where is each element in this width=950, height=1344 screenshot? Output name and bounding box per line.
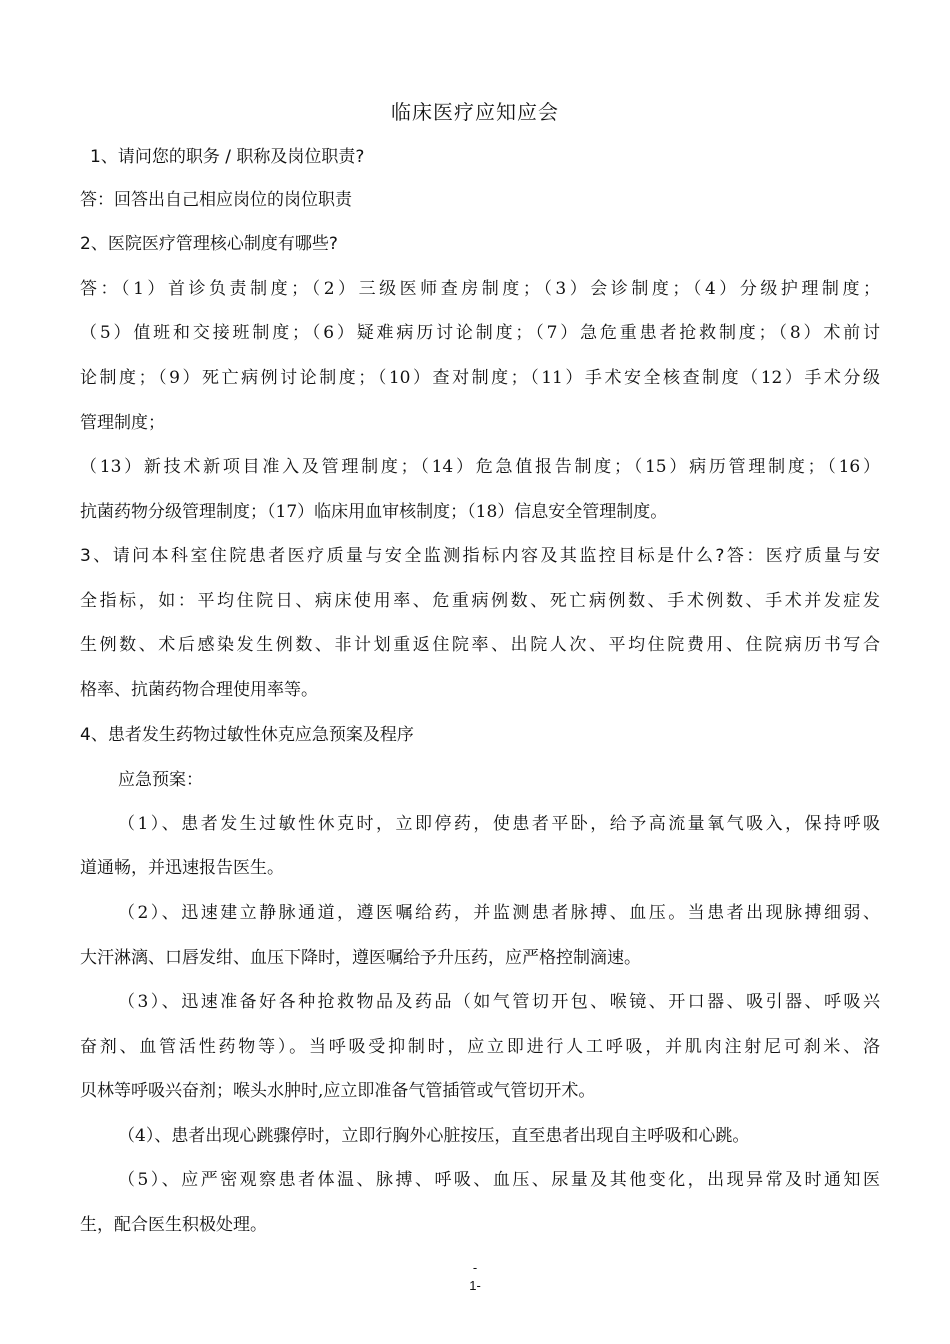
step-3-line-1: （3）、迅速准备好各种抢救物品及药品（如气管切开包、喉镜、开口器、吸引器、呼吸兴: [118, 992, 880, 1012]
step-2-line-1: （2）、迅速建立静脉通道，遵医嘱给药，并监测患者脉搏、血压。当患者出现脉搏细弱、: [118, 903, 880, 923]
answer-2-line-1: 答：（1）首诊负责制度；（2）三级医师查房制度；（3）会诊制度；（4）分级护理制度；: [80, 279, 880, 299]
answer-3-line-3: 格率、抗菌药物合理使用率等。: [80, 680, 318, 700]
answer-2-line-5: （13）新技术新项目准入及管理制度；（14）危急值报告制度；（15）病历管理制度；（16）: [80, 457, 880, 477]
question-1: 1、请问您的职务 / 职称及岗位职责?: [90, 147, 365, 167]
question-2: 2、医院医疗管理核心制度有哪些?: [80, 234, 338, 254]
answer-3-line-1: 全指标，如：平均住院日、病床使用率、危重病例数、死亡病例数、手术例数、手术并发症发: [80, 591, 880, 611]
question-4: 4、患者发生药物过敏性休克应急预案及程序: [80, 725, 414, 745]
answer-2-line-3: 论制度；（9）死亡病例讨论制度；（10）查对制度；（11）手术安全核查制度（12）手术分级: [80, 368, 880, 388]
answer-3-line-2: 生例数、术后感染发生例数、非计划重返住院率、出院人次、平均住院费用、住院病历书写合: [80, 635, 880, 655]
step-2-line-2: 大汗淋漓、口唇发绀、血压下降时，遵医嘱给予升压药，应严格控制滴速。: [80, 948, 641, 968]
step-3-line-2: 奋剂、血管活性药物等）。当呼吸受抑制时，应立即进行人工呼吸，并肌肉注射尼可刹米、洛: [80, 1037, 880, 1057]
answer-1: 答：回答出自己相应岗位的岗位职责: [80, 190, 352, 210]
step-1-line-2: 道通畅，并迅速报告医生。: [80, 858, 284, 878]
answer-2-line-2: （5）值班和交接班制度；（6）疑难病历讨论制度；（7）急危重患者抢救制度；（8）术前讨: [80, 323, 880, 343]
plan-heading: 应急预案：: [118, 770, 203, 790]
step-5-line-2: 生，配合医生积极处理。: [80, 1215, 267, 1235]
step-5-line-1: （5）、应严密观察患者体温、脉搏、呼吸、血压、尿量及其他变化，出现异常及时通知医: [118, 1170, 880, 1190]
answer-2-line-6: 抗菌药物分级管理制度；（17）临床用血审核制度；（18）信息安全管理制度。: [80, 502, 668, 522]
answer-2-line-4: 管理制度；: [80, 413, 165, 433]
step-1-line-1: （1）、患者发生过敏性休克时，立即停药，使患者平卧，给予高流量氧气吸入，保持呼吸: [118, 814, 880, 834]
page-number: 1-: [469, 1278, 481, 1293]
document-title: 临床医疗应知应会: [391, 100, 559, 124]
step-4: （4）、患者出现心跳骤停时，立即行胸外心脏按压，直至患者出现自主呼吸和心跳。: [118, 1126, 750, 1146]
step-3-line-3: 贝林等呼吸兴奋剂；喉头水肿时,应立即准备气管插管或气管切开术。: [80, 1081, 596, 1101]
page-number-dash: -: [472, 1260, 478, 1275]
question-3-line-1: 3、请问本科室住院患者医疗质量与安全监测指标内容及其监控目标是什么?答：医疗质量与安: [80, 546, 880, 566]
